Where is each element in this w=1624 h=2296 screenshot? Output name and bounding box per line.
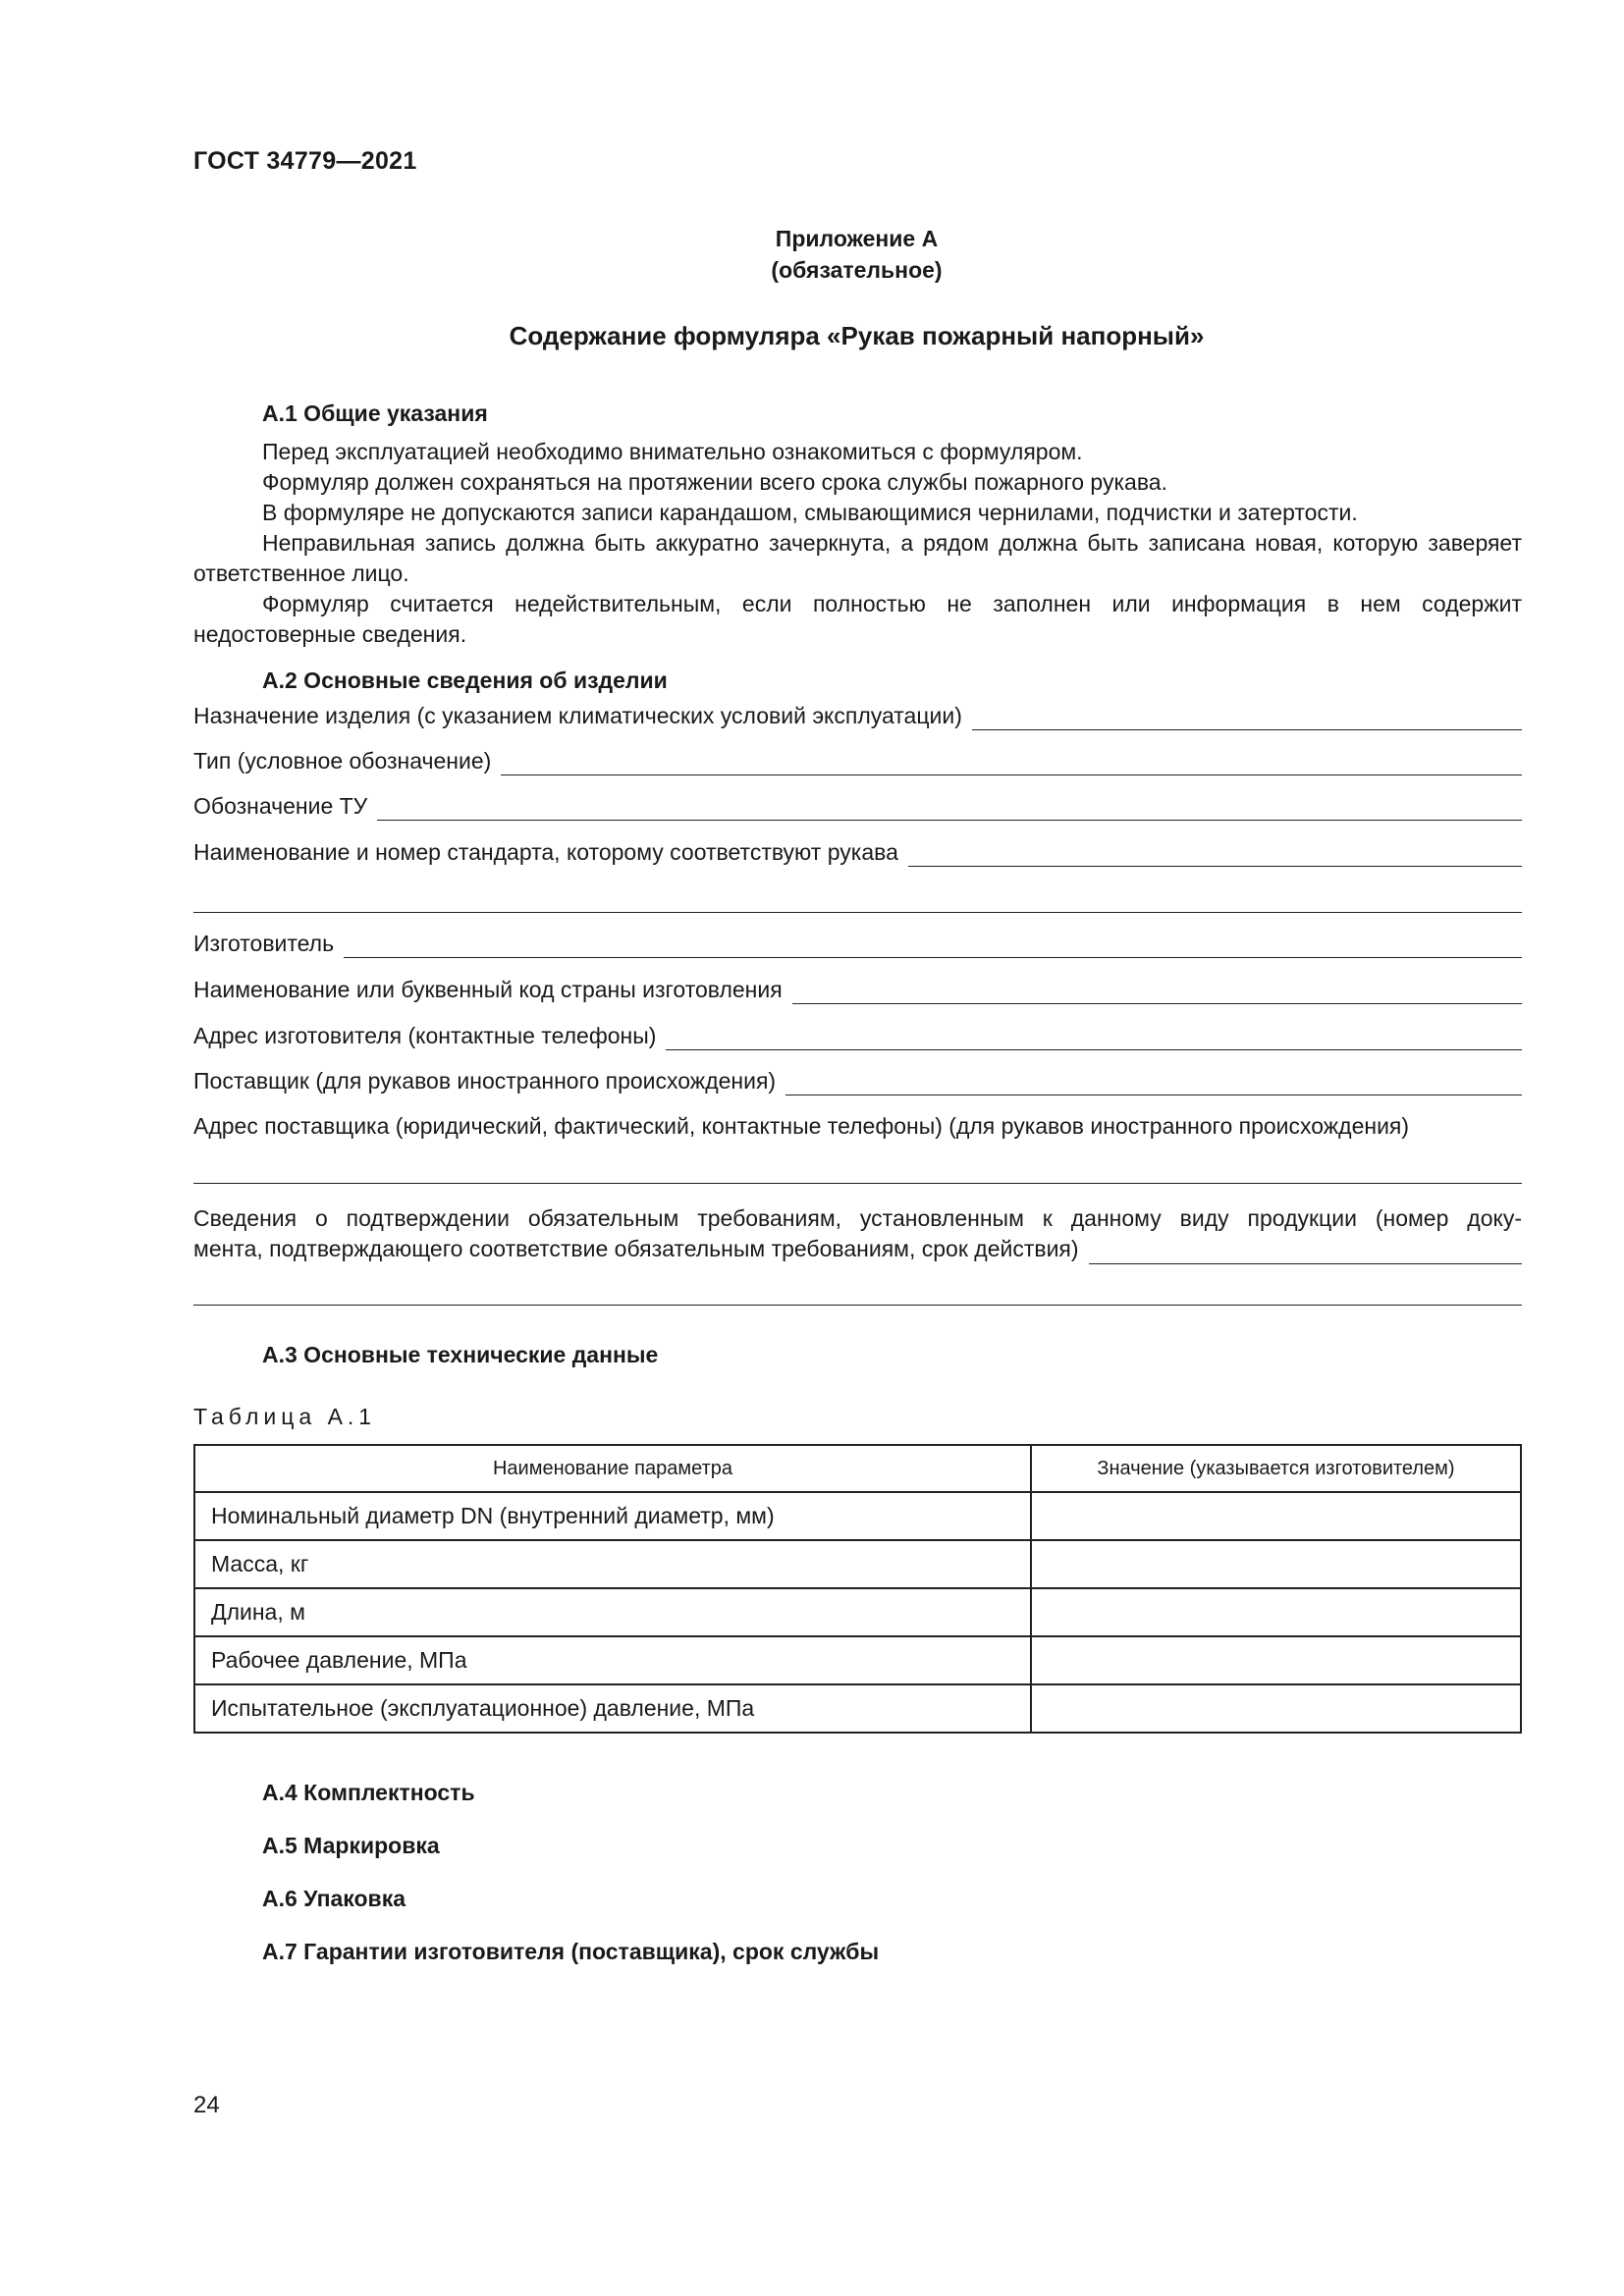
fill-line[interactable] <box>1089 1242 1522 1264</box>
fill-line[interactable] <box>792 982 1522 1004</box>
column-header-value: Значение (указывается изготовителем) <box>1031 1445 1521 1492</box>
table-caption: Таблица А.1 <box>193 1404 377 1429</box>
table-row <box>194 1588 1521 1636</box>
field-label: Назначение изделия (с указанием климатических условий эксплуатации) <box>193 703 962 728</box>
section-a1-body <box>193 437 1522 650</box>
document-number: ГОСТ 34779—2021 <box>193 147 417 175</box>
fill-line[interactable] <box>908 844 1522 867</box>
field-type[interactable] <box>193 746 1522 775</box>
section-a1-title: А.1 Общие указания <box>262 400 488 426</box>
field-confirmation[interactable] <box>193 1203 1522 1264</box>
field-manufacturer-address[interactable] <box>193 1021 1522 1050</box>
fill-line[interactable] <box>972 708 1522 730</box>
page-number: 24 <box>193 2092 220 2118</box>
paragraph: Перед эксплуатацией необходимо внимательно ознакомиться с формуляром. <box>262 439 1083 464</box>
fill-line-supplier-address[interactable] <box>193 1183 1522 1184</box>
value-cell[interactable] <box>1031 1636 1521 1684</box>
section-a6-title: А.6 Упаковка <box>262 1886 406 1911</box>
field-tu[interactable] <box>193 791 1522 821</box>
field-label: Наименование и номер стандарта, которому соответствуют рукава <box>193 839 898 865</box>
technical-data-table <box>193 1444 1522 1734</box>
paragraph: Неправильная запись должна быть аккуратно зачеркнута, а рядом должна быть записана новая, которую заверяет ответственное лицо. <box>193 530 1522 586</box>
value-cell[interactable] <box>1031 1684 1521 1733</box>
field-label: Изготовитель <box>193 931 335 956</box>
paragraph: В формуляре не допускаются записи карандашом, смывающимися чернилами, подчистки и затертости. <box>262 500 1358 525</box>
column-header-parameter: Наименование параметра <box>194 1445 1031 1492</box>
table-header-row <box>194 1445 1521 1492</box>
field-label: Наименование или буквенный код страны изготовления <box>193 977 783 1002</box>
field-label: Сведения о подтверждении обязательным требованиям, установленным к данному виду продукции (номер доку- <box>193 1205 1522 1231</box>
parameter-cell: Испытательное (эксплуатационное) давление, МПа <box>194 1684 1031 1733</box>
field-purpose[interactable] <box>193 701 1522 730</box>
field-standard[interactable] <box>193 837 1522 867</box>
fill-line[interactable] <box>501 753 1522 775</box>
fill-line-confirmation-cont[interactable] <box>193 1305 1522 1306</box>
parameter-cell: Длина, м <box>194 1588 1031 1636</box>
field-label: Адрес изготовителя (контактные телефоны) <box>193 1023 657 1048</box>
field-manufacturer[interactable] <box>193 929 1522 958</box>
field-supplier[interactable] <box>193 1066 1522 1095</box>
paragraph: Формуляр считается недействительным, если полностью не заполнен или информация в нем содержит недостоверные сведения. <box>193 591 1522 647</box>
field-label: Поставщик (для рукавов иностранного происхождения) <box>193 1068 777 1094</box>
section-a5-title: А.5 Маркировка <box>262 1833 440 1858</box>
annex-title: Приложение А <box>775 226 939 251</box>
paragraph: Формуляр должен сохраняться на протяжении всего срока службы пожарного рукава. <box>262 469 1167 495</box>
annex-status: (обязательное) <box>771 257 943 283</box>
table-row <box>194 1636 1521 1684</box>
table-row <box>194 1492 1521 1540</box>
section-a3-title: А.3 Основные технические данные <box>262 1342 659 1367</box>
parameter-cell: Масса, кг <box>194 1540 1031 1588</box>
parameter-cell: Номинальный диаметр DN (внутренний диаметр, мм) <box>194 1492 1031 1540</box>
section-a7-title: А.7 Гарантии изготовителя (поставщика), срок службы <box>262 1939 880 1964</box>
value-cell[interactable] <box>1031 1540 1521 1588</box>
value-cell[interactable] <box>1031 1588 1521 1636</box>
annex-heading: Содержание формуляра «Рукав пожарный напорный» <box>509 321 1205 350</box>
field-label: мента, подтверждающего соответствие обязательным требованиям, срок действия) <box>193 1236 1079 1261</box>
section-a4-title: А.4 Комплектность <box>262 1780 475 1805</box>
fill-line-standard-cont[interactable] <box>193 912 1522 913</box>
fill-line[interactable] <box>344 935 1522 958</box>
fill-line[interactable] <box>785 1073 1522 1095</box>
field-label: Обозначение ТУ <box>193 793 368 819</box>
parameter-cell: Рабочее давление, МПа <box>194 1636 1031 1684</box>
fill-line[interactable] <box>377 798 1522 821</box>
value-cell[interactable] <box>1031 1492 1521 1540</box>
table-row <box>194 1684 1521 1733</box>
field-country[interactable] <box>193 975 1522 1004</box>
table-row <box>194 1540 1521 1588</box>
fill-line[interactable] <box>666 1028 1522 1050</box>
field-supplier-address-label: Адрес поставщика (юридический, фактический, контактные телефоны) (для рукавов иностранного происхождения) <box>193 1113 1410 1139</box>
section-a2-title: А.2 Основные сведения об изделии <box>262 667 668 693</box>
field-label: Тип (условное обозначение) <box>193 748 492 774</box>
